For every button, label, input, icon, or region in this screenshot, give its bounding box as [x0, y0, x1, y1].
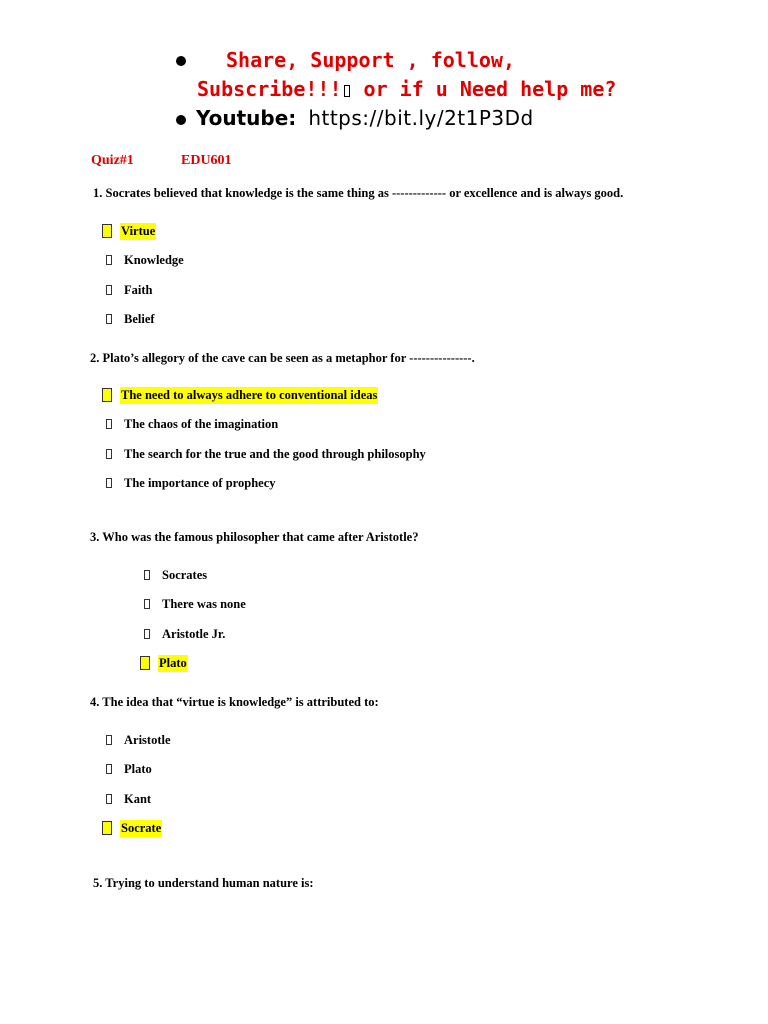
option-label: Faith	[124, 282, 153, 297]
option-label: Kant	[124, 791, 152, 806]
checkbox-icon	[106, 419, 112, 429]
option-label: The search for the true and the good through philosophy	[124, 446, 426, 461]
q1-option-1	[106, 220, 156, 242]
q4-option-1	[106, 729, 171, 751]
checkbox-icon	[144, 570, 150, 580]
option-label: Socrate	[121, 820, 162, 835]
q4-option-2	[106, 758, 152, 780]
share-support-line	[226, 48, 515, 72]
option-label: The need to always adhere to conventional ideas	[121, 387, 378, 402]
checkbox-icon	[106, 449, 112, 459]
subscribe-text: Subscribe!!!	[197, 77, 342, 101]
q3-option-1	[144, 564, 207, 586]
q2-option-1	[106, 384, 378, 406]
option-label: Plato	[159, 655, 187, 670]
bullet-dot-2	[176, 115, 186, 125]
q4-option-4	[106, 817, 162, 839]
option-label: Belief	[124, 311, 155, 326]
option-label: Knowledge	[124, 252, 184, 267]
q1-option-3	[106, 279, 152, 301]
checkbox-icon	[102, 224, 112, 238]
bullet-dot-1	[176, 56, 186, 66]
option-label: The importance of prophecy	[124, 475, 276, 490]
question-4: 4. The idea that “virtue is knowledge” is attributed to:	[90, 695, 379, 709]
option-label: Aristotle	[124, 732, 171, 747]
question-1: 1. Socrates believed that knowledge is the same thing as ------------- or excellence and is always good.	[93, 186, 624, 200]
need-help-text: or if u Need help me?	[351, 77, 617, 101]
checkbox-icon	[102, 821, 112, 835]
youtube-line	[196, 106, 534, 130]
checkbox-icon	[106, 478, 112, 488]
q4-option-3	[106, 788, 151, 810]
option-label: Plato	[124, 761, 152, 776]
q3-option-2	[144, 593, 246, 615]
checkbox-icon	[106, 764, 112, 774]
option-label: Aristotle Jr.	[162, 626, 226, 641]
option-label: Virtue	[121, 223, 156, 238]
checkbox-icon	[144, 599, 150, 609]
q2-option-2	[106, 413, 278, 435]
course-code: EDU601	[181, 153, 232, 168]
q1-option-4	[106, 308, 155, 330]
question-3: 3. Who was the famous philosopher that came after Aristotle?	[90, 530, 419, 544]
option-label: There was none	[162, 596, 246, 611]
question-2: 2. Plato’s allegory of the cave can be seen as a metaphor for ---------------.	[90, 351, 475, 365]
q2-option-3	[106, 443, 426, 465]
quiz-title: Quiz#1	[91, 153, 134, 168]
q3-option-4	[144, 652, 188, 674]
missing-glyph-icon	[344, 85, 350, 97]
youtube-link[interactable]: https://bit.ly/2t1P3Dd	[308, 106, 534, 130]
q1-option-2	[106, 249, 184, 271]
checkbox-icon	[106, 285, 112, 295]
question-5: 5. Trying to understand human nature is:	[93, 876, 314, 890]
checkbox-icon	[106, 314, 112, 324]
share-support-text: Share, Support , follow,	[226, 48, 515, 72]
checkbox-icon	[144, 629, 150, 639]
checkbox-icon	[106, 794, 112, 804]
q2-option-4	[106, 472, 276, 494]
checkbox-icon	[102, 388, 112, 402]
checkbox-icon	[106, 255, 112, 265]
subscribe-line	[197, 77, 616, 101]
q3-option-3	[144, 623, 225, 645]
option-label: The chaos of the imagination	[124, 416, 279, 431]
checkbox-icon	[106, 735, 112, 745]
youtube-label: Youtube:	[196, 106, 297, 130]
option-label: Socrates	[162, 567, 208, 582]
checkbox-icon	[140, 656, 150, 670]
